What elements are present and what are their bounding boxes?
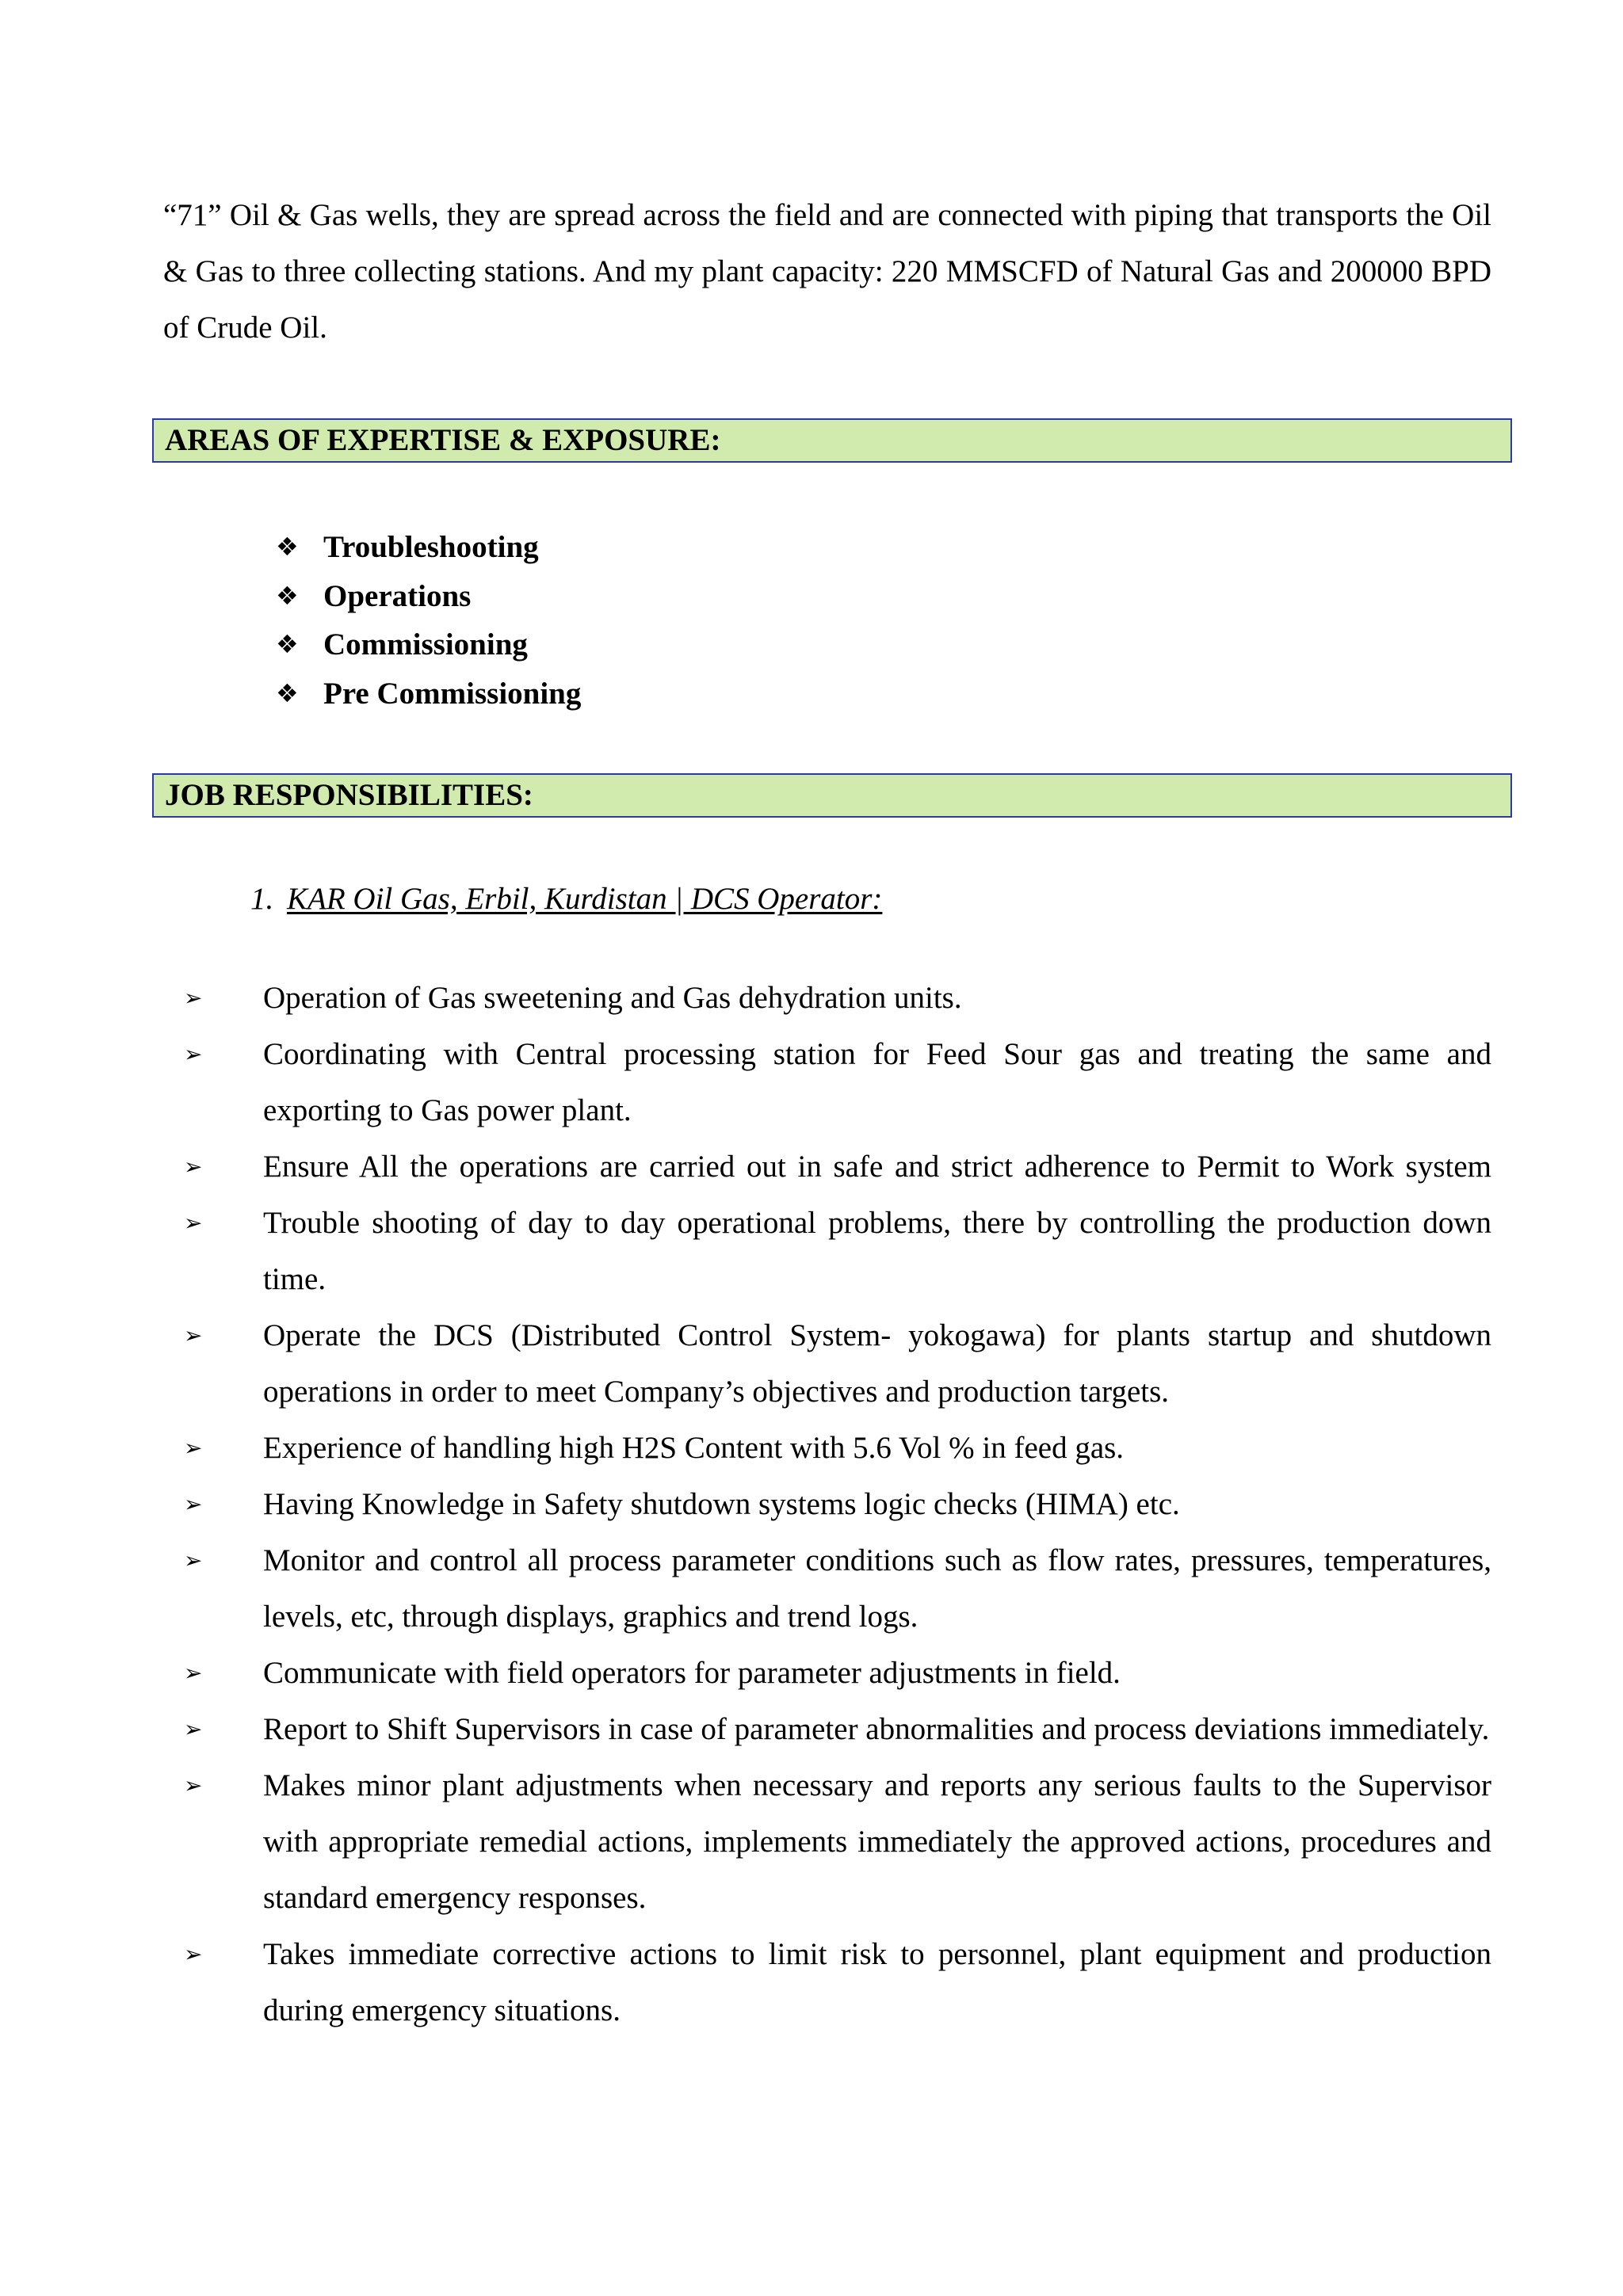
responsibility-item	[184, 1701, 1491, 1757]
expertise-heading: AREAS OF EXPERTISE & EXPOSURE:	[152, 418, 1512, 463]
arrow-bullet-icon: ➢	[184, 1154, 203, 1180]
expertise-item	[276, 572, 581, 621]
diamond-bullet-icon: ❖	[276, 677, 299, 708]
arrow-bullet-icon: ➢	[184, 1041, 203, 1067]
responsibility-text: Takes immediate corrective actions to limit risk to personnel, plant equipment and production during emergency situations.	[263, 1937, 1491, 2027]
diamond-bullet-icon: ❖	[276, 629, 299, 659]
responsibility-text: Ensure All the operations are carried out in safe and strict adherence to Permit to Work system	[263, 1150, 1491, 1184]
expertise-label: Troubleshooting	[323, 530, 539, 564]
arrow-bullet-icon: ➢	[184, 1210, 203, 1236]
expertise-label: Operations	[323, 578, 472, 613]
responsibility-text: Monitor and control all process parameter conditions such as flow rates, pressures, temperatures, levels, etc, through displays, graphics and trend logs.	[263, 1543, 1491, 1634]
arrow-bullet-icon: ➢	[184, 1491, 203, 1517]
arrow-bullet-icon: ➢	[184, 1772, 203, 1798]
diamond-bullet-icon: ❖	[276, 580, 299, 611]
responsibility-item	[184, 1476, 1491, 1532]
arrow-bullet-icon: ➢	[184, 1547, 203, 1573]
responsibility-text: Operation of Gas sweetening and Gas dehydration units.	[263, 981, 962, 1015]
responsibility-item	[184, 970, 1491, 1026]
expertise-item	[276, 669, 581, 719]
job-title-text: KAR Oil Gas, Erbil, Kurdistan | DCS Operator:	[287, 882, 883, 916]
responsibility-item	[184, 1420, 1491, 1476]
expertise-item	[276, 523, 581, 572]
arrow-bullet-icon: ➢	[184, 1660, 203, 1686]
arrow-bullet-icon: ➢	[184, 1941, 203, 1967]
expertise-item	[276, 620, 581, 669]
arrow-bullet-icon: ➢	[184, 985, 203, 1011]
responsibilities-list	[184, 970, 1491, 2039]
responsibility-text: Coordinating with Central processing station for Feed Sour gas and treating the same and exporting to Gas power plant.	[263, 1037, 1491, 1127]
job-title	[250, 879, 882, 919]
responsibility-item	[184, 1926, 1491, 2039]
expertise-label: Commissioning	[323, 627, 528, 662]
intro-paragraph: “71” Oil & Gas wells, they are spread across the field and are connected with piping that transports the Oil & Gas to three collecting stations. And my plant capacity: 220 MMSCFD of Natural Gas and 200000 BPD of Crude Oil.	[163, 198, 1491, 345]
arrow-bullet-icon: ➢	[184, 1435, 203, 1461]
arrow-bullet-icon: ➢	[184, 1322, 203, 1348]
expertise-label: Pre Commissioning	[323, 676, 582, 711]
responsibility-item	[184, 1026, 1491, 1138]
diamond-bullet-icon: ❖	[276, 532, 299, 562]
responsibility-text: Trouble shooting of day to day operational problems, there by controlling the production down time.	[263, 1206, 1491, 1296]
arrow-bullet-icon: ➢	[184, 1716, 203, 1742]
responsibility-item	[184, 1532, 1491, 1645]
expertise-list	[276, 523, 581, 718]
responsibility-item	[184, 1195, 1491, 1307]
responsibility-item	[184, 1307, 1491, 1420]
responsibility-text: Report to Shift Supervisors in case of parameter abnormalities and process deviations immediately.	[263, 1712, 1490, 1746]
responsibility-text: Having Knowledge in Safety shutdown systems logic checks (HIMA) etc.	[263, 1487, 1180, 1521]
responsibility-text: Operate the DCS (Distributed Control System- yokogawa) for plants startup and shutdown operations in order to meet Company’s objectives and production targets.	[263, 1318, 1491, 1409]
responsibility-item	[184, 1645, 1491, 1701]
responsibility-text: Makes minor plant adjustments when necessary and reports any serious faults to the Supervisor with appropriate remedial actions, implements immediately the approved actions, procedures and standard emergency responses.	[263, 1768, 1491, 1915]
responsibility-item	[184, 1757, 1491, 1926]
responsibility-text: Communicate with field operators for parameter adjustments in field.	[263, 1656, 1121, 1690]
job-number: 1.	[250, 882, 274, 916]
responsibility-item	[184, 1138, 1491, 1195]
responsibility-text: Experience of handling high H2S Content with 5.6 Vol % in feed gas.	[263, 1431, 1125, 1465]
responsibilities-heading: JOB RESPONSIBILITIES:	[152, 773, 1512, 818]
